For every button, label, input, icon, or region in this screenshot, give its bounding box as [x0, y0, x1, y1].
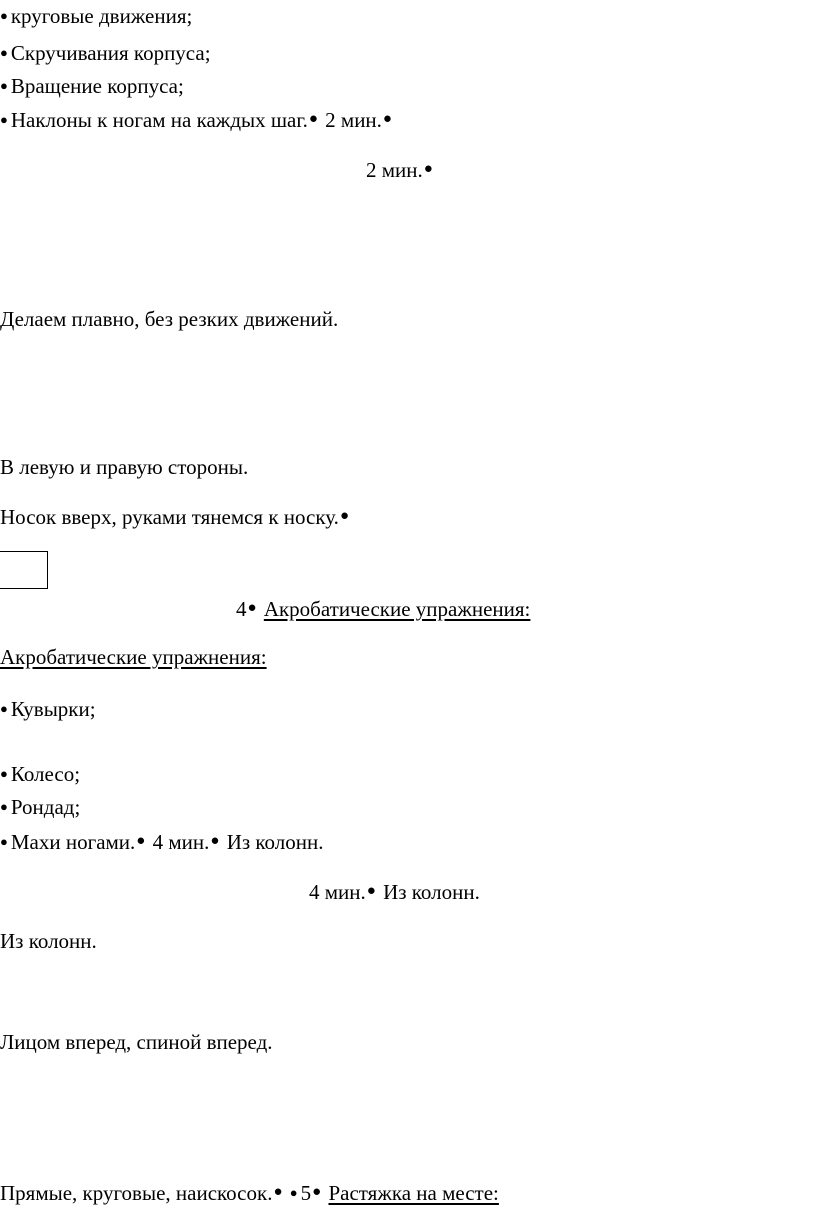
bullet-icon: ●: [0, 799, 8, 814]
time-label-centered: [309, 879, 480, 904]
list-item: [0, 795, 80, 819]
list-item: [0, 4, 192, 28]
formation-paragraph: Из колонн.: [0, 929, 97, 953]
section-title-repeat: Акробатические упражнения:: [0, 645, 267, 669]
bullet-icon: ●: [210, 833, 220, 849]
bullet-icon: ●: [0, 8, 8, 23]
list-item-text: Махи ногами.: [10, 830, 136, 854]
bullet-icon: ●: [247, 600, 257, 616]
section-title: Акробатические упражнения:: [263, 597, 531, 621]
list-item-text: Кувырки;: [10, 697, 96, 721]
bullet-icon: ●: [382, 111, 392, 127]
time-label: 2 мин.: [325, 108, 382, 132]
bullet-icon: ●: [0, 112, 8, 127]
bullet-icon: ●: [339, 508, 349, 524]
list-item: [0, 74, 184, 98]
time-label: 4 мин.: [152, 830, 210, 854]
list-item-text: Наклоны к ногам на каждых шаг.: [10, 108, 308, 132]
bullet-icon: ●: [289, 1185, 298, 1200]
empty-cell-box: [0, 551, 48, 589]
list-item: [0, 829, 323, 854]
list-item-text: Рондад;: [10, 795, 81, 819]
list-item: [0, 762, 80, 786]
bullet-icon: ●: [273, 1184, 283, 1200]
bullet-icon: ●: [312, 1184, 322, 1200]
bullet-icon: ●: [366, 883, 376, 899]
bullet-icon: ●: [308, 111, 318, 127]
note-text: Носок вверх, руками тянемся к носку.: [0, 505, 339, 529]
note-paragraph: В левую и правую стороны.: [0, 455, 249, 479]
bullet-icon: ●: [0, 701, 8, 716]
note-paragraph: Делаем плавно, без резких движений.: [0, 307, 339, 331]
formation-label: Из колонн.: [226, 830, 324, 854]
list-item-text: Вращение корпуса;: [10, 74, 184, 98]
list-item-text: Скручивания корпуса;: [10, 41, 211, 65]
list-item-text: Колесо;: [10, 762, 81, 786]
list-item: [0, 107, 394, 132]
bullet-icon: ●: [0, 45, 8, 60]
note-paragraph: Лицом вперед, спиной вперед.: [0, 1030, 273, 1054]
note-paragraph: [0, 504, 351, 529]
section-number: 4: [236, 597, 247, 621]
formation-text: Из колонн.: [383, 880, 480, 904]
bullet-icon: ●: [136, 833, 146, 849]
note-paragraph: [0, 1180, 499, 1205]
section-number: 5: [300, 1181, 312, 1205]
section-heading: [236, 596, 530, 621]
list-item: [0, 697, 96, 721]
time-text: 4 мин.: [309, 880, 366, 904]
time-label-centered: [366, 157, 435, 182]
list-item-text: круговые движения;: [10, 4, 193, 28]
bullet-icon: ●: [0, 766, 8, 781]
list-item: [0, 41, 211, 65]
bullet-icon: ●: [0, 78, 8, 93]
time-text: 2 мин.: [366, 158, 423, 182]
note-text: Прямые, круговые, наискосок.: [0, 1181, 273, 1205]
section-title: Растяжка на месте:: [328, 1181, 499, 1205]
bullet-icon: ●: [0, 834, 8, 849]
bullet-icon: ●: [423, 161, 433, 177]
